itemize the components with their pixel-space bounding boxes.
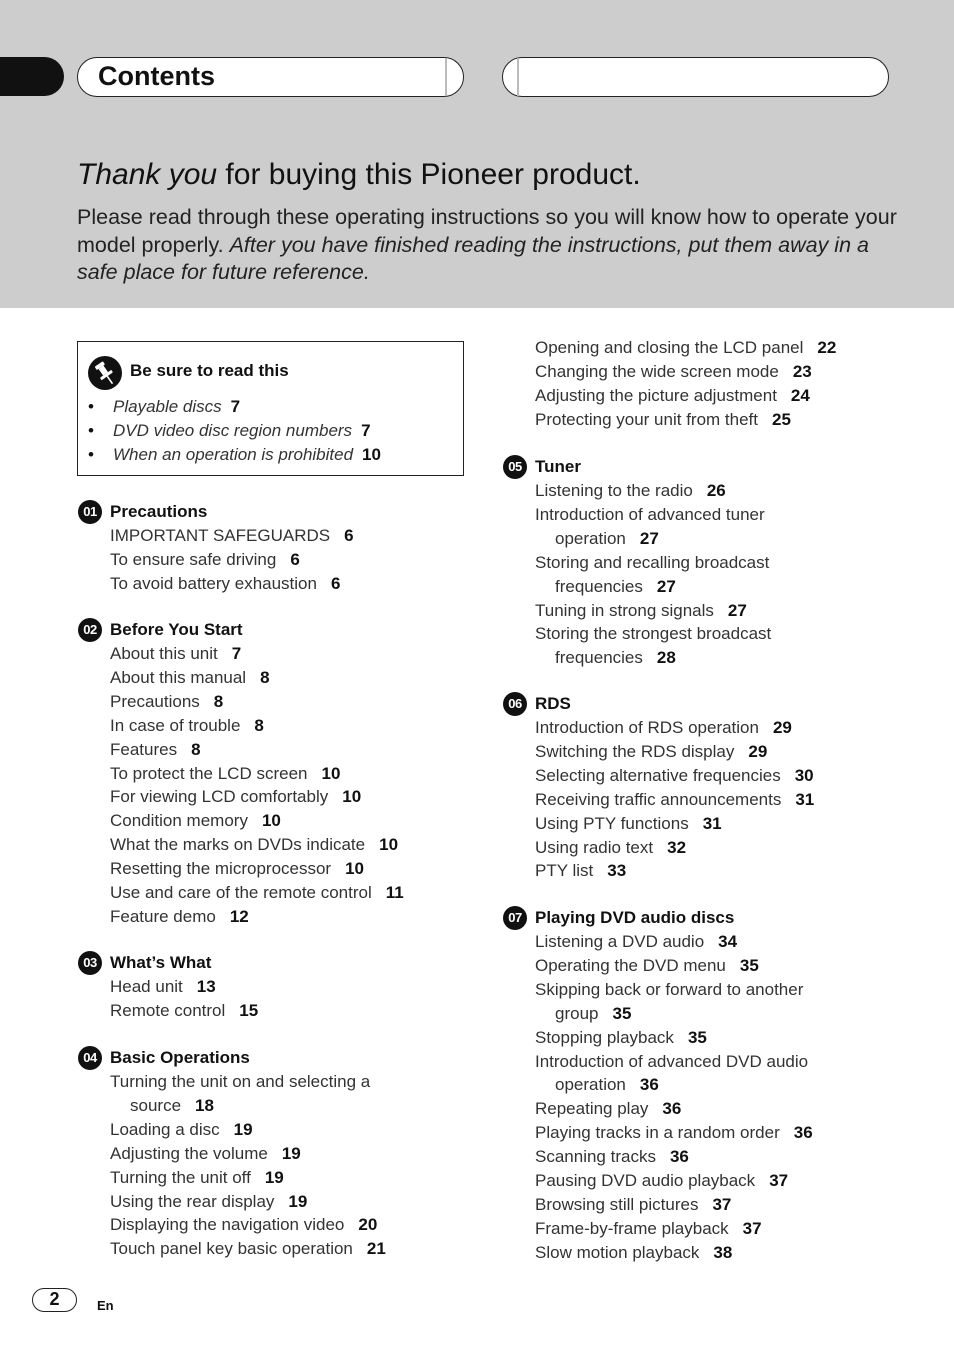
- toc-entry-page: 35: [687, 1027, 707, 1047]
- toc-entry-label: Operating the DVD menu: [535, 955, 726, 975]
- toc-entry-label: Selecting alternative frequencies: [535, 765, 781, 785]
- intro-italic: After you have finished reading the instructions, put them away in a safe place for future reference.: [77, 232, 869, 284]
- toc-entry-page: 8: [213, 691, 224, 711]
- toc-entry[interactable]: [110, 1166, 386, 1190]
- toc-entry-label: Turning the unit off: [110, 1167, 251, 1187]
- toc-entry-label: Opening and closing the LCD panel: [535, 338, 804, 357]
- toc-entry-list: [78, 975, 258, 1023]
- toc-section-heading[interactable]: [503, 455, 771, 479]
- pill-divider: [445, 58, 447, 96]
- toc-entry[interactable]: [110, 1237, 386, 1261]
- toc-entry-page: 29: [748, 741, 768, 761]
- toc-entry[interactable]: [535, 812, 814, 836]
- toc-entry[interactable]: [535, 1002, 813, 1026]
- contents-title-pill: [77, 57, 464, 97]
- toc-entry-label: To protect the LCD screen: [110, 763, 308, 783]
- toc-entry-page: 10: [342, 787, 362, 807]
- toc-entry-label: Receiving traffic announcements: [535, 789, 782, 809]
- toc-entry[interactable]: [535, 1169, 813, 1193]
- read-box-item[interactable]: • Playable discs 7: [88, 395, 381, 419]
- toc-entry-page: 37: [712, 1194, 732, 1214]
- toc-entry[interactable]: [110, 1190, 386, 1214]
- toc-section-heading[interactable]: [503, 906, 813, 930]
- toc-entry-label: Touch panel key basic operation: [110, 1239, 353, 1259]
- toc-entry-label: Using radio text: [535, 837, 654, 857]
- toc-entry-label: To avoid battery exhaustion: [110, 573, 317, 593]
- toc-entry-label: Feature demo: [110, 906, 216, 926]
- toc-entry-page: 13: [196, 977, 216, 996]
- toc-entry[interactable]: [535, 1241, 813, 1265]
- toc-entry-page: 19: [281, 1143, 301, 1163]
- toc-entry-page: 25: [772, 409, 791, 429]
- toc-entry-page: 32: [667, 837, 687, 857]
- toc-entry-label: Resetting the microprocessor: [110, 859, 332, 879]
- toc-entry[interactable]: [535, 859, 814, 883]
- toc-entry-page: 8: [254, 715, 264, 735]
- toc-entry-label: Features: [110, 739, 178, 759]
- toc-entry-label: About this unit: [110, 644, 218, 663]
- toc-entry-page: 10: [345, 859, 365, 879]
- toc-entry[interactable]: [110, 762, 404, 786]
- toc-entry-label: Listening to the radio: [535, 481, 693, 500]
- toc-entry[interactable]: [535, 716, 814, 740]
- toc-entry-page: 19: [288, 1191, 308, 1211]
- toc-entry-label: Scanning tracks: [535, 1147, 656, 1167]
- toc-entry-list: [503, 479, 771, 670]
- header-band: [0, 0, 954, 308]
- toc-entry-label: Using the rear display: [110, 1191, 275, 1211]
- toc-entry-label: Turning the unit on and selecting a: [110, 1072, 371, 1091]
- toc-entry[interactable]: [110, 666, 404, 690]
- toc-entry-page: 20: [358, 1215, 378, 1235]
- toc-entry-label: Introduction of advanced tuner: [535, 504, 765, 524]
- toc-entry-page: 22: [817, 338, 837, 357]
- toc-entry[interactable]: [110, 642, 404, 666]
- read-box-title: Be sure to read this: [130, 361, 289, 380]
- chapter-title: Playing DVD audio discs: [535, 908, 735, 927]
- toc-entry-page: 37: [742, 1218, 762, 1238]
- toc-entry-label: Using PTY functions: [535, 813, 689, 833]
- toc-entry-label: To ensure safe driving: [110, 549, 277, 569]
- toc-entry[interactable]: [535, 479, 771, 503]
- toc-entry[interactable]: [110, 690, 404, 714]
- chapter-number-badge: 07: [503, 906, 527, 930]
- toc-entry-label: IMPORTANT SAFEGUARDS: [110, 526, 331, 545]
- toc-entry-page: 6: [290, 549, 300, 569]
- toc-entry-label: In case of trouble: [110, 715, 241, 735]
- toc-entry[interactable]: [535, 503, 771, 527]
- chapter-title-pill: [502, 57, 889, 97]
- toc-entry-label: frequencies: [555, 648, 643, 668]
- toc-entry-page: 27: [727, 600, 747, 620]
- toc-section-02: [78, 618, 404, 929]
- toc-entry[interactable]: [110, 548, 354, 572]
- toc-entry-label: Loading a disc: [110, 1119, 220, 1139]
- toc-entry-page: 8: [191, 739, 201, 759]
- toc-entry[interactable]: [535, 622, 771, 646]
- toc-entry-label: Remote control: [110, 1000, 226, 1020]
- toc-entry[interactable]: [535, 740, 814, 764]
- toc-entry[interactable]: [535, 575, 771, 599]
- toc-section-heading[interactable]: [78, 618, 404, 642]
- toc-entry-label: Precautions: [110, 691, 200, 711]
- toc-entry-label: Playing tracks in a random order: [535, 1123, 780, 1143]
- toc-entry-list: [78, 1070, 386, 1261]
- toc-entry-page: 7: [231, 644, 242, 663]
- toc-entry-page: 15: [239, 1000, 259, 1020]
- toc-entry[interactable]: [110, 1070, 386, 1094]
- toc-entry-label: frequencies: [555, 576, 643, 596]
- toc-entry-label: Changing the wide screen mode: [535, 361, 779, 381]
- toc-entry-label: Storing and recalling broadcast: [535, 552, 770, 572]
- toc-entry-page: 27: [639, 528, 659, 548]
- contents-title: Contents: [98, 61, 215, 91]
- toc-entry-list: [503, 336, 836, 432]
- toc-entry-page: 36: [669, 1147, 689, 1167]
- toc-section-heading[interactable]: [78, 951, 258, 975]
- chapter-title: RDS: [535, 694, 571, 713]
- toc-entry-page: 12: [229, 906, 249, 926]
- toc-entry-page: 35: [739, 955, 759, 975]
- toc-entry-label: Displaying the navigation video: [110, 1215, 345, 1235]
- toc-entry-label: operation: [555, 1075, 626, 1095]
- language-code: En: [97, 1298, 114, 1313]
- toc-entry[interactable]: [110, 524, 354, 548]
- toc-section-07: [503, 906, 813, 1265]
- chapter-number-badge: 06: [503, 692, 527, 716]
- be-sure-to-read-box: [77, 341, 464, 476]
- toc-entry-page: 27: [656, 576, 676, 596]
- toc-entry[interactable]: [110, 975, 258, 999]
- toc-entry-label: What the marks on DVDs indicate: [110, 835, 366, 855]
- chapter-number-badge: 01: [78, 500, 102, 524]
- toc-entry[interactable]: [110, 572, 354, 596]
- toc-entry[interactable]: [535, 551, 771, 575]
- toc-entry[interactable]: [535, 1073, 813, 1097]
- toc-entry[interactable]: [110, 1142, 386, 1166]
- toc-entry-label: Head unit: [110, 977, 183, 996]
- toc-entry[interactable]: [535, 1193, 813, 1217]
- chapter-title: Precautions: [110, 502, 208, 521]
- toc-entry-page: 6: [344, 526, 354, 545]
- chapter-number-badge: 02: [78, 618, 102, 642]
- toc-section-05: [503, 455, 771, 670]
- toc-entry-page: 31: [795, 789, 815, 809]
- toc-entry-page: 18: [195, 1095, 214, 1115]
- toc-entry-page: 36: [662, 1099, 682, 1119]
- toc-entry-label: Slow motion playback: [535, 1242, 700, 1262]
- toc-entry-label: For viewing LCD comfortably: [110, 787, 329, 807]
- toc-entry-page: 8: [260, 667, 270, 687]
- toc-entry[interactable]: [535, 836, 814, 860]
- thank-you-rest: for buying this Pioneer product.: [217, 158, 641, 191]
- thank-you-heading: [77, 158, 641, 192]
- toc-entry[interactable]: [110, 905, 404, 929]
- toc-entry-page: 34: [718, 932, 738, 951]
- chapter-number-badge: 05: [503, 455, 527, 479]
- toc-entry[interactable]: [535, 360, 836, 384]
- toc-section-heading[interactable]: [78, 1046, 386, 1070]
- toc-entry[interactable]: [535, 336, 836, 360]
- toc-entry-label: Introduction of advanced DVD audio: [535, 1051, 809, 1071]
- toc-entry[interactable]: [110, 1213, 386, 1237]
- toc-entry[interactable]: [110, 1094, 386, 1118]
- read-box-item[interactable]: • DVD video disc region numbers 7: [88, 419, 381, 443]
- toc-entry[interactable]: [535, 1050, 813, 1074]
- page-number: 2: [32, 1288, 77, 1312]
- read-box-list: [88, 395, 381, 467]
- toc-entry[interactable]: [535, 646, 771, 670]
- toc-entry[interactable]: [110, 785, 404, 809]
- toc-entry-label: Introduction of RDS operation: [535, 718, 759, 737]
- toc-entry-page: 31: [702, 813, 722, 833]
- toc-entry-label: Pausing DVD audio playback: [535, 1171, 756, 1191]
- toc-entry-page: 10: [379, 835, 399, 855]
- toc-entry-label: Adjusting the volume: [110, 1143, 268, 1163]
- toc-entry[interactable]: [535, 1145, 813, 1169]
- toc-entry-label: Use and care of the remote control: [110, 883, 372, 903]
- toc-section-heading[interactable]: [503, 692, 814, 716]
- toc-entry[interactable]: [110, 1118, 386, 1142]
- toc-entry-page: 23: [792, 361, 812, 381]
- intro-plain: Please read through these operating instructions so you will know how to operate your model properly.: [77, 205, 897, 257]
- toc-entry-list: [503, 930, 813, 1265]
- toc-entry-page: 36: [793, 1123, 813, 1143]
- toc-entry-label: Listening a DVD audio: [535, 932, 705, 951]
- toc-entry[interactable]: [535, 1097, 813, 1121]
- toc-section-heading[interactable]: [78, 500, 354, 524]
- toc-entry[interactable]: [535, 1217, 813, 1241]
- toc-entry[interactable]: [535, 1026, 813, 1050]
- toc-entry[interactable]: [110, 857, 404, 881]
- toc-entry[interactable]: [110, 999, 258, 1023]
- toc-entry-page: 10: [261, 811, 281, 831]
- toc-entry-label: Protecting your unit from theft: [535, 409, 758, 429]
- toc-entry[interactable]: [535, 527, 771, 551]
- chapter-title: Tuner: [535, 457, 581, 476]
- toc-entry-page: 10: [321, 763, 341, 783]
- toc-entry[interactable]: [535, 978, 813, 1002]
- toc-entry-label: Browsing still pictures: [535, 1194, 699, 1214]
- toc-entry-page: 21: [366, 1239, 386, 1259]
- chapter-title: Basic Operations: [110, 1048, 250, 1067]
- toc-entry[interactable]: [535, 408, 836, 432]
- toc-entry-label: Switching the RDS display: [535, 741, 735, 761]
- pushpin-icon: [88, 356, 122, 390]
- toc-entry[interactable]: [535, 788, 814, 812]
- toc-entry-label: operation: [555, 528, 626, 548]
- toc-entry-page: 19: [264, 1167, 284, 1187]
- toc-entry-label: Tuning in strong signals: [535, 600, 714, 620]
- toc-entry[interactable]: [110, 881, 404, 905]
- toc-entry[interactable]: [535, 930, 813, 954]
- toc-entry-list: [78, 524, 354, 596]
- toc-section-06: [503, 692, 814, 883]
- toc-entry-page: 24: [790, 385, 810, 405]
- toc-entry-list: [503, 716, 814, 883]
- toc-entry[interactable]: [110, 714, 404, 738]
- toc-entry[interactable]: [535, 599, 771, 623]
- toc-entry-page: 37: [769, 1171, 789, 1191]
- chapter-number-badge: 04: [78, 1046, 102, 1070]
- toc-section-03: [78, 951, 258, 1023]
- toc-entry-page: 26: [706, 481, 726, 500]
- toc-entry-page: 28: [656, 648, 676, 668]
- toc-entry[interactable]: [535, 1121, 813, 1145]
- toc-entry[interactable]: [110, 833, 404, 857]
- toc-entry-label: Skipping back or forward to another: [535, 979, 804, 999]
- toc-entry-page: 36: [639, 1075, 659, 1095]
- toc-section-04: [78, 1046, 386, 1261]
- toc-entry[interactable]: [110, 738, 404, 762]
- chapter-title: Before You Start: [110, 620, 243, 639]
- toc-entry-label: About this manual: [110, 667, 247, 687]
- toc-section-continued: [503, 336, 836, 432]
- toc-entry-page: 11: [385, 883, 404, 903]
- toc-entry-label: Adjusting the picture adjustment: [535, 385, 777, 405]
- toc-entry[interactable]: [535, 954, 813, 978]
- toc-entry[interactable]: [535, 764, 814, 788]
- thank-you-italic: Thank you: [77, 158, 218, 191]
- section-tab-marker: [0, 57, 64, 96]
- toc-entry-page: 30: [794, 765, 814, 785]
- toc-entry-page: 38: [713, 1242, 733, 1262]
- toc-entry-page: 19: [233, 1119, 253, 1139]
- chapter-number-badge: 03: [78, 951, 102, 975]
- toc-entry-label: group: [555, 1003, 599, 1023]
- toc-section-01: [78, 500, 354, 596]
- chapter-title: What’s What: [110, 953, 212, 972]
- toc-entry[interactable]: [110, 809, 404, 833]
- toc-entry-page: 6: [330, 573, 341, 593]
- toc-entry-label: Condition memory: [110, 811, 248, 831]
- toc-entry-label: PTY list: [535, 861, 594, 881]
- toc-entry-label: Repeating play: [535, 1099, 649, 1119]
- toc-entry-label: Stopping playback: [535, 1027, 674, 1047]
- toc-entry-label: Frame-by-frame playback: [535, 1218, 729, 1238]
- toc-entry-page: 35: [612, 1003, 632, 1023]
- toc-entry-label: Storing the strongest broadcast: [535, 624, 772, 644]
- toc-entry-label: source: [130, 1095, 182, 1115]
- read-box-item[interactable]: • When an operation is prohibited 10: [88, 443, 381, 467]
- toc-entry[interactable]: [535, 384, 836, 408]
- toc-entry-list: [78, 642, 404, 929]
- pill-divider: [517, 58, 519, 96]
- intro-paragraph: [77, 204, 897, 287]
- toc-entry-page: 29: [772, 718, 792, 737]
- toc-entry-page: 33: [607, 861, 627, 881]
